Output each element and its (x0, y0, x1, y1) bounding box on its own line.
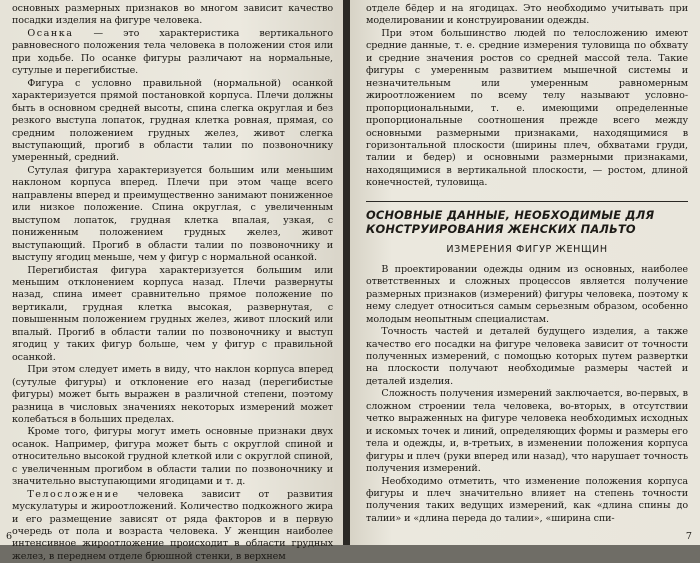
paragraph: При этом большинство людей по телосложению имеют средние данные, т. е. средние измерения туловища по обхвату и средние значения ростов со средней массой тела. Такие фигуры с умеренным развитием мышечной системы и незначительным или умеренным равномерным жироотложением по всему телу называют условно-пропорциональными, т. е. имеющими определенные пропорциональные соотношения прежде всего между основными размерными признаками, находящимися в горизонтальной плоскости (ширины плеч, обхватами груди, талии и бедер) и основными размерными признаками, находящимися в вертикальной плоскости, — ростом, длиной конечностей, туловища. (366, 27, 688, 189)
paragraph: Фигура с условно правильной (нормальной) осанкой характеризуется прямой постановкой корпуса. Плечи должны быть в основном средней высоты, спина слегка округлая и без резкого выступа лопаток, грудная клетка ровная, прямая, со средним положением грудных желез, живот слегка выступающий, прогиб в области талии по позвоночнику умеренный, средний. (12, 77, 333, 164)
paragraph: Кроме того, фигуры могут иметь основные признаки двух осанок. Например, фигура может быть с округлой спиной и относительно высокой грудной клеткой или с округлой спиной, с увеличенным прогибом в области талии по позвоночнику и значительно выступающими ягодицами и т. д. (12, 426, 333, 488)
page-number: 7 (685, 531, 692, 542)
paragraph: Перегибистая фигура характеризуется большим или меньшим отклонением корпуса назад. Плечи развернуты назад, спина имеет сравнительно прямое положение по вертикали, грудная клетка высокая, развернутая, с повышенным положением грудных желез, живот плоский или впалый. Прогиб в области талии по позвоночнику и выступ ягодиц у таких фигур больше, чем у фигур с правильной осанкой. (12, 264, 333, 363)
section-subheading: ИЗМЕРЕНИЯ ФИГУР ЖЕНЩИН (446, 243, 608, 255)
term: Телосложение (27, 488, 120, 500)
paragraph (12, 28, 333, 78)
section-heading: ОСНОВНЫЕ ДАННЫЕ, НЕОБХОДИМЫЕ ДЛЯ КОНСТРУИРОВАНИЯ ЖЕНСКИХ ПАЛЬТО (366, 207, 655, 236)
left-page (0, 0, 343, 562)
paragraph: Необходимо отметить, что изменение положения корпуса фигуры и плеч значительно влияет на степень точности получения таких ведущих измерений, как «длина спины до талии» и «длина переда до талии», «ширина спи- (366, 475, 688, 524)
paragraph: отделе бёдер и на ягодицах. Это необходимо учитывать при моделировании и конструировании одежды. (366, 3, 688, 27)
book-gutter (343, 0, 350, 545)
term: Осанка (27, 27, 74, 39)
paragraph: Сложность получения измерений заключается, во-первых, в сложном строении тела человека, во-вторых, в отсутствии четко выраженных на фигуре человека необходимых исходных и искомых точек и линий, определяющих формы и размеры его тела и одежды, и, в-третьих, в изменении положения корпуса фигуры и плеч (руки вперед или назад), что нарушает точность получения измерений. (366, 388, 688, 475)
page-number: 6 (6, 531, 13, 542)
paragraph (12, 489, 333, 563)
paragraph: Сутулая фигура характеризуется большим или меньшим наклоном корпуса вперед. Плечи при этом чаще всего направлены вперед и преимущественно занимают пониженное или низкое положение. Спина округлая, с увеличенным выступом лопаток, грудная клетка впалая, узкая, с пониженным положением грудных желез, живот выступающий. Прогиб в области талии по позвоночнику и выступу ягодиц меньше, чем у фигур с нормальной осанкой. (12, 164, 333, 264)
right-page-text (366, 3, 688, 525)
right-page (350, 0, 700, 545)
paragraph: При этом следует иметь в виду, что наклон корпуса вперед (сутулые фигуры) и отклонение его назад (перегибистые фигуры) может быть выражен в различной степени, поэтому разница в числовых значениях некоторых измерений может колебаться в больших пределах. (12, 364, 333, 425)
paragraph: Точность частей и деталей будущего изделия, а также качество его посадки на фигуре человека зависит от точности полученных измерений, с помощью которых путем развертки на плоскости получают необходимые размеры частей и деталей изделия. (366, 326, 688, 387)
left-page-text (12, 3, 333, 563)
paragraph: В проектировании одежды одним из основных, наиболее ответственных и сложных процессов является получение размерных признаков (измерений) фигуры человека, поэтому к нему следует относиться самым серьезным образом, особенно молодым неопытным специалистам. (366, 263, 688, 325)
section-rule (366, 201, 688, 202)
paragraph-body: человека зависит от развития мускулатуры и жироотложений. Количество подкожного жира и его размещение зависят от ряда факторов и в первую очередь от пола и возраста человека. У женщин наиболее интенсивное жироотложение происходит в области грудных желез, в переднем отделе брюшной стенки, в верхнем (12, 488, 333, 562)
paragraph: основных размерных признаков во многом зависит качество посадки изделия на фигуре человека. (12, 3, 333, 27)
paragraph-body: — это характеристика вертикального равновесного положения тела человека в положении стоя или при ходьбе. По осанке фигуры различают на нормальные, сутулые и перегибистые. (12, 27, 333, 77)
